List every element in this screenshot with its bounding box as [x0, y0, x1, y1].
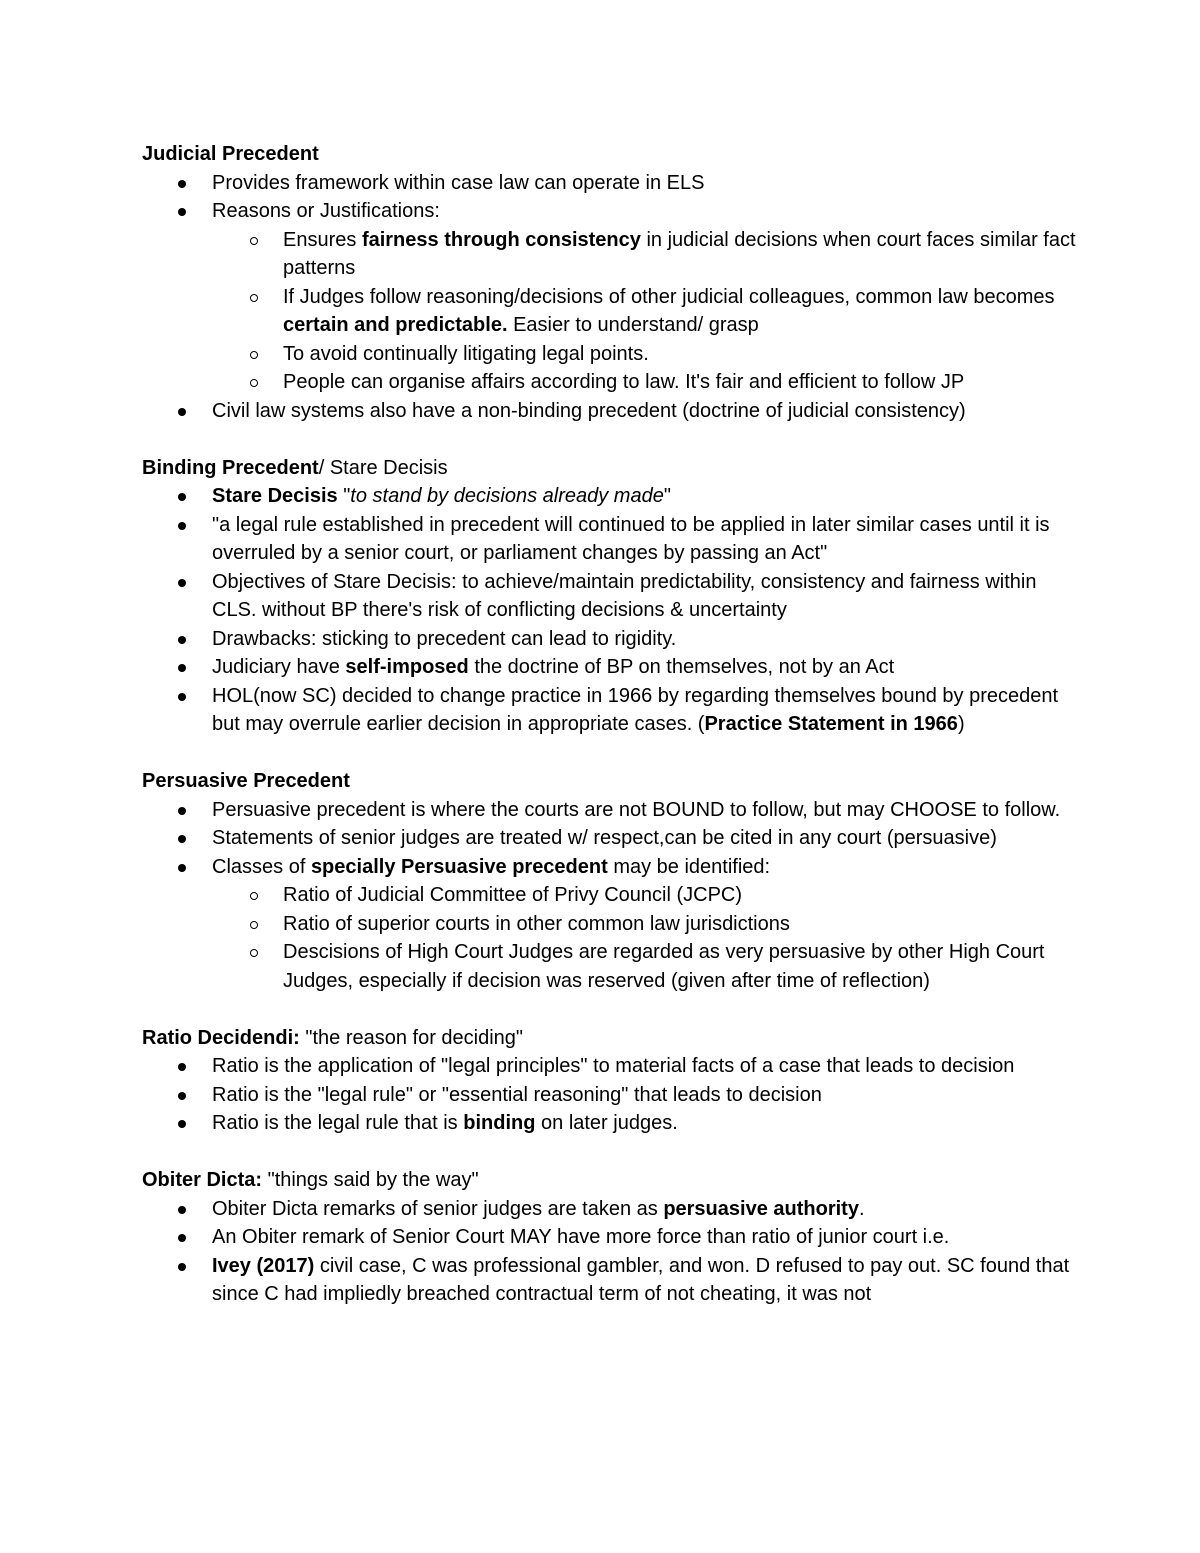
section-judicial-precedent	[142, 140, 1082, 425]
bullet-list	[142, 1052, 1082, 1138]
list-item: Ratio is the application of "legal principles" to material facts of a case that leads to decision	[142, 1052, 1082, 1081]
bullet-icon	[178, 807, 186, 815]
section-ratio-decidendi	[142, 1024, 1082, 1138]
bullet-icon	[178, 864, 186, 872]
list-item: Reasons or Justifications: Ensures fairness through consistency in judicial decisions when court faces similar fact patterns If Judges follow reasoning/decisions of other judicial colleagues, common law becomes certain and predictable. Easier to understand/ grasp To avoid continually litigating legal points. People can organise affairs according to law. It's fair and efficient to follow JP	[142, 197, 1082, 397]
bullet-icon	[178, 180, 186, 188]
list-item: Ratio is the legal rule that is binding on later judges.	[142, 1109, 1082, 1138]
list-item: Persuasive precedent is where the courts are not BOUND to follow, but may CHOOSE to follow.	[142, 796, 1082, 825]
bullet-icon	[178, 1263, 186, 1271]
list-item: Civil law systems also have a non-binding precedent (doctrine of judicial consistency)	[142, 397, 1082, 426]
sub-list-item: People can organise affairs according to law. It's fair and efficient to follow JP	[142, 368, 1082, 397]
hollow-bullet-icon	[250, 237, 258, 245]
section-obiter-dicta	[142, 1166, 1082, 1309]
list-item: Drawbacks: sticking to precedent can lead to rigidity.	[142, 625, 1082, 654]
list-item: Judiciary have self-imposed the doctrine of BP on themselves, not by an Act	[142, 653, 1082, 682]
sub-bullet-list	[142, 226, 1082, 397]
bullet-icon	[178, 1063, 186, 1071]
bullet-icon	[178, 579, 186, 587]
list-item: Obiter Dicta remarks of senior judges are taken as persuasive authority.	[142, 1195, 1082, 1224]
bullet-list	[142, 482, 1082, 739]
bullet-list	[142, 1195, 1082, 1309]
bullet-icon	[178, 1092, 186, 1100]
list-item: Provides framework within case law can operate in ELS	[142, 169, 1082, 198]
bullet-icon	[178, 522, 186, 530]
bullet-icon	[178, 493, 186, 501]
section-heading: Persuasive Precedent	[142, 770, 350, 792]
section-binding-precedent	[142, 454, 1082, 739]
hollow-bullet-icon	[250, 294, 258, 302]
hollow-bullet-icon	[250, 921, 258, 929]
bullet-icon	[178, 664, 186, 672]
bullet-list	[142, 796, 1082, 996]
section-persuasive-precedent	[142, 767, 1082, 995]
bullet-list	[142, 169, 1082, 426]
list-item: HOL(now SC) decided to change practice in 1966 by regarding themselves bound by precedent but may overrule earlier decision in appropriate cases. (Practice Statement in 1966)	[142, 682, 1082, 739]
hollow-bullet-icon	[250, 949, 258, 957]
list-item: "a legal rule established in precedent will continued to be applied in later similar cases until it is overruled by a senior court, or parliament changes by passing an Act"	[142, 511, 1082, 568]
sub-list-item: Ratio of superior courts in other common law jurisdictions	[142, 910, 1082, 939]
hollow-bullet-icon	[250, 892, 258, 900]
list-item: Stare Decisis "to stand by decisions already made"	[142, 482, 1082, 511]
bullet-icon	[178, 693, 186, 701]
bullet-icon	[178, 835, 186, 843]
section-heading: Ratio Decidendi: "the reason for deciding"	[142, 1026, 524, 1049]
document-body	[142, 140, 1082, 1309]
sub-list-item: To avoid continually litigating legal points.	[142, 340, 1082, 369]
bullet-icon	[178, 1120, 186, 1128]
hollow-bullet-icon	[250, 379, 258, 387]
bullet-icon	[178, 636, 186, 644]
sub-bullet-list	[142, 881, 1082, 995]
sub-list-item: Ratio of Judicial Committee of Privy Council (JCPC)	[142, 881, 1082, 910]
list-item: Statements of senior judges are treated w/ respect,can be cited in any court (persuasive)	[142, 824, 1082, 853]
section-heading: Obiter Dicta: "things said by the way"	[142, 1169, 479, 1191]
bullet-icon	[178, 208, 186, 216]
list-item: Ivey (2017) civil case, C was professional gambler, and won. D refused to pay out. SC found that since C had impliedly breached contractual term of not cheating, it was not	[142, 1252, 1082, 1309]
bullet-icon	[178, 1234, 186, 1242]
bullet-icon	[178, 1206, 186, 1214]
bullet-icon	[178, 408, 186, 416]
sub-list-item: Ensures fairness through consistency in judicial decisions when court faces similar fact patterns	[142, 226, 1082, 283]
hollow-bullet-icon	[250, 351, 258, 359]
sub-list-item: Descisions of High Court Judges are regarded as very persuasive by other High Court Judges, especially if decision was reserved (given after time of reflection)	[142, 938, 1082, 995]
section-heading: Binding Precedent/ Stare Decisis	[142, 456, 448, 479]
list-item: Objectives of Stare Decisis: to achieve/maintain predictability, consistency and fairness within CLS. without BP there's risk of conflicting decisions & uncertainty	[142, 568, 1082, 625]
section-heading: Judicial Precedent	[142, 143, 319, 165]
list-item: Classes of specially Persuasive precedent may be identified: Ratio of Judicial Committee of Privy Council (JCPC) Ratio of superior courts in other common law jurisdictions Descisions of High Court Judges are regarded as very persuasive by other High Court Judges, especially if decision was reserved (given after time of reflection)	[142, 853, 1082, 996]
list-item: Ratio is the "legal rule" or "essential reasoning" that leads to decision	[142, 1081, 1082, 1110]
list-item: An Obiter remark of Senior Court MAY have more force than ratio of junior court i.e.	[142, 1223, 1082, 1252]
sub-list-item: If Judges follow reasoning/decisions of other judicial colleagues, common law becomes certain and predictable. Easier to understand/ grasp	[142, 283, 1082, 340]
